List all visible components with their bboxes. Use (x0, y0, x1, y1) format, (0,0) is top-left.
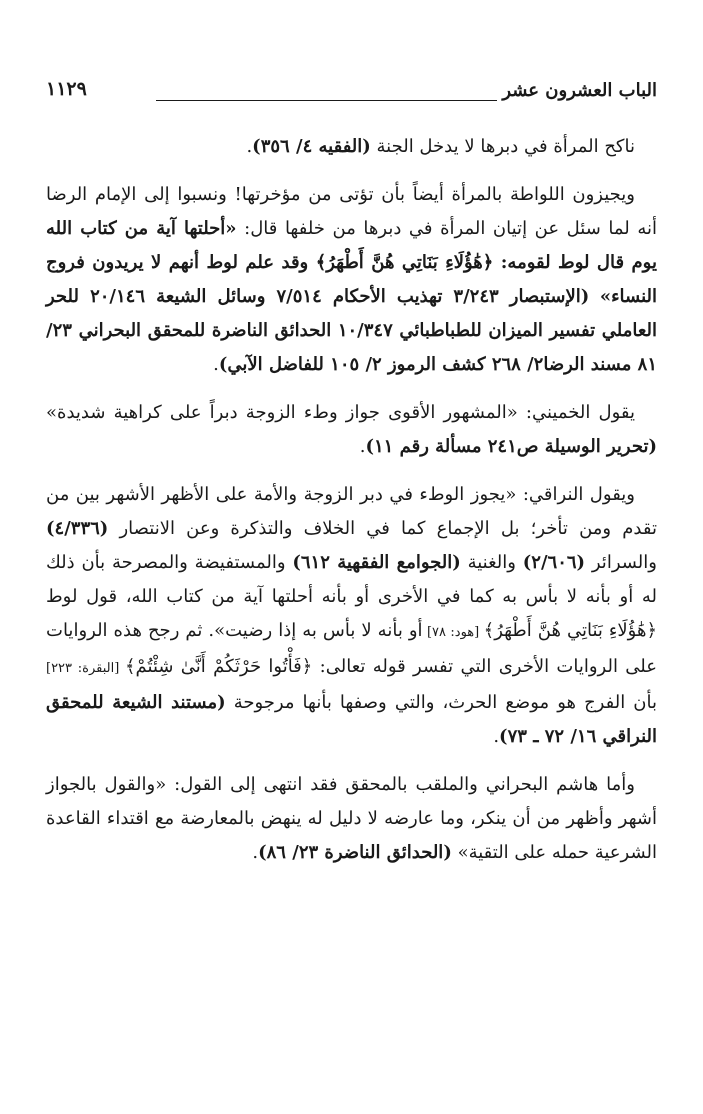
page-number: ١١٢٩ (46, 78, 87, 100)
p1-text: ناكح المرأة في دبرها لا يدخل الجنة (370, 136, 635, 157)
p4-verse-baqara: ﴿فَأْتُوا حَرْثَكُمْ أَنَّىٰ شِئْتُمْ﴾ (124, 656, 313, 677)
p2-quote: «أحلتها آية من كتاب الله يوم قال لوط لقومه: ﴿هَٰؤُلَاءِ بَنَاتِي هُنَّ أَطْهَرُ﴾ وقد علم لوط أنهم لا يريدون فروج النساء» (46, 218, 658, 307)
p4-ref-baqara: [البقرة: ٢٢٣] (46, 661, 125, 676)
paragraph-1 (46, 130, 657, 164)
paragraph-3 (46, 396, 657, 464)
p5-citation: (الحدائق الناضرة ٢٣/ ٨٦) (258, 842, 452, 863)
p4-ref-jawami: (الجوامع الفقهية ٦١٢) (292, 552, 461, 573)
header-rule (156, 100, 497, 101)
p4-text-a: ويقول النراقي: «يجوز الوطء في دبر الزوجة والأمة على الأظهر الأشهر بين من تقدم ومن تأخر؛ بل الإجماع كما في الخلاف والتذكرة وعن الانتصار (46, 484, 657, 539)
p3-citation: (تحرير الوسيلة ص٢٤١ مسألة رقم ١١) (365, 436, 657, 457)
p5-end: . (252, 842, 259, 863)
p4-ref-hud: [هود: ٧٨] (422, 625, 484, 640)
paragraph-5 (46, 768, 657, 870)
paragraph-4 (46, 478, 657, 754)
p2-citation: (الإستبصار ٣/٢٤٣ تهذيب الأحكام ٧/٥١٤ وسائل الشيعة ٢٠/١٤٦ للحر العاملي تفسير الميزان للطباطبائي ١٠/٣٤٧ الحدائق الناضرة للمحقق البحراني ٢٣/ ٨١ مسند الرضا٢/ ٢٦٨ كشف الرموز ٢/ ١٠٥ للفاضل الآبي) (46, 286, 657, 375)
p4-text-e: أو بأنه لا بأس به إذا رضيت». ثم رجح هذه الروايات على الروايات الأخرى التي تفسر قوله تعالى: (46, 620, 657, 677)
p4-text-c: والغنية (460, 552, 523, 573)
p4-citation: (مستند الشيعة للمحقق النراقي ١٦/ ٧٢ ـ ٧٣) (46, 692, 657, 747)
p4-text-b: والسرائر (585, 552, 657, 573)
p5-text: وأما هاشم البحراني والملقب بالمحقق فقد انتهى إلى القول: «والقول بالجواز أشهر وأظهر من أن ينكر، وما عارضه لا دليل له ينهض بالمعارضة مع اقتداء القاعدة الشرعية حمله على التقية» (46, 774, 657, 863)
p4-text-f: بأن الفرج هو موضع الحرث، والتي وصفها بأنها مرجوحة (225, 692, 657, 713)
p4-text-d: والمستفيضة والمصرحة بأن ذلك له أو بأنه لا بأس به كما في الأخرى أو بأنه أحلتها آية من كتاب الله، قول لوط (46, 552, 657, 607)
p2-end: . (213, 354, 219, 375)
p1-citation: (الفقيه ٤/ ٣٥٦) (252, 136, 371, 157)
p1-end: . (246, 136, 253, 157)
chapter-title: الباب العشرون عشر (502, 80, 657, 101)
p3-text: يقول الخميني: «المشهور الأقوى جواز وطء الزوجة دبراً على كراهية شديدة» (46, 402, 635, 423)
p4-ref-intisar: (٤/٣٣٦) (46, 518, 109, 539)
running-header (46, 78, 657, 108)
paragraph-2 (46, 178, 657, 382)
p2-text: ويجيزون اللواطة بالمرأة أيضاً بأن تؤتى من مؤخرتها! ونسبوا إلى الإمام الرضا أنه لما سئل عن إتيان المرأة في دبرها من خلفها قال: (46, 184, 657, 239)
p4-verse-hud: ﴿هَٰؤُلَاءِ بَنَاتِي هُنَّ أَطْهَرُ﴾ (483, 620, 657, 641)
p2-space (589, 286, 600, 307)
p3-end: . (359, 436, 366, 457)
p4-ref-sarair: (٢/٦٠٦) (522, 552, 586, 573)
p4-end: . (493, 726, 500, 747)
